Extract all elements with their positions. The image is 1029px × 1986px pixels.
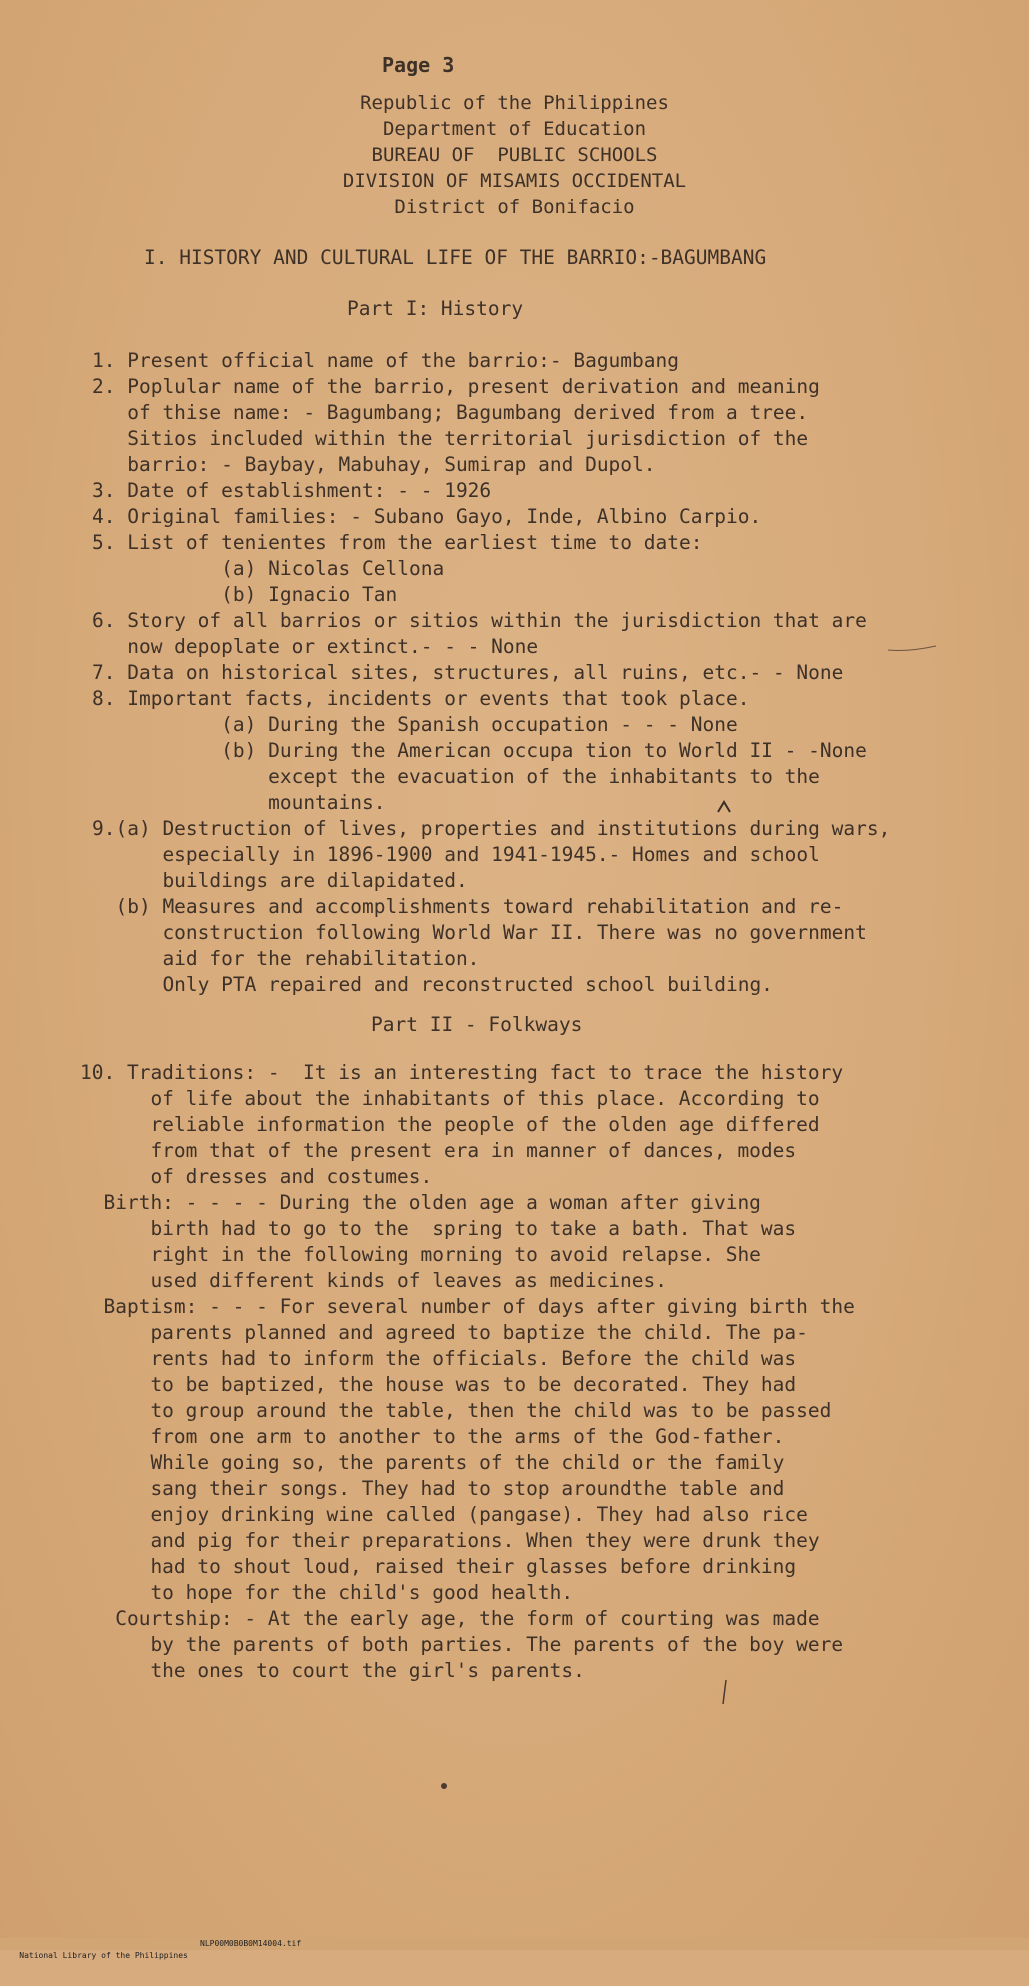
section-title: I. HISTORY AND CULTURAL LIFE OF THE BARRIO:-BAGUMBANG	[144, 246, 767, 269]
list-item: construction following World War II. There was no government	[92, 921, 867, 944]
list-item: 10. Traditions: - It is an interesting fact to trace the history	[80, 1061, 844, 1084]
list-item: had to shout loud, raised their glasses before drinking	[80, 1555, 797, 1578]
list-item: enjoy drinking wine called (pangase). They had also rice	[80, 1503, 808, 1526]
list-item: to hope for the child's good health.	[80, 1581, 574, 1604]
list-item: rents had to inform the officials. Before the child was	[80, 1347, 797, 1370]
footer-filename: NLP00M0B0B0M14004.tif	[200, 1939, 302, 1948]
header-line-2: Department of Education	[382, 118, 647, 140]
list-item: Baptism: - - - For several number of days after giving birth the	[80, 1295, 855, 1318]
list-item: Birth: - - - - During the olden age a woman after giving	[80, 1191, 761, 1214]
list-item: 2. Poplular name of the barrio, present derivation and meaning	[92, 375, 820, 398]
ink-dot	[441, 1783, 447, 1789]
list-item: parents planned and agreed to baptize the child. The pa-	[80, 1321, 808, 1344]
page-number: Page 3	[382, 53, 455, 77]
list-item: 4. Original families: - Subano Gayo, Inde, Albino Carpio.	[92, 505, 762, 528]
list-item: and pig for their preparations. When they were drunk they	[80, 1529, 820, 1552]
list-item: birth had to go to the spring to take a bath. That was	[80, 1217, 797, 1240]
list-item: buildings are dilapidated.	[92, 869, 468, 892]
list-item: now depoplate or extinct.- - - None	[92, 635, 539, 658]
list-item: barrio: - Baybay, Mabuhay, Sumirap and Dupol.	[92, 453, 656, 476]
list-item: mountains.	[92, 791, 386, 814]
list-item: (a) Nicolas Cellona	[92, 557, 445, 580]
list-item: Only PTA repaired and reconstructed school building.	[92, 973, 773, 996]
list-item: especially in 1896-1900 and 1941-1945.- Homes and school	[92, 843, 820, 866]
list-item: Courtship: - At the early age, the form of courting was made	[80, 1607, 820, 1630]
scan-footer	[0, 1938, 1029, 1960]
list-item: 5. List of tenientes from the earliest time to date:	[92, 531, 703, 554]
list-item: 9.(a) Destruction of lives, properties and institutions during wars,	[92, 817, 891, 840]
footer-library: National Library of the Philippines	[19, 1951, 188, 1960]
list-item: to be baptized, the house was to be decorated. They had	[80, 1373, 797, 1396]
list-item: (b) During the American occupa tion to World II - -None	[92, 739, 867, 762]
caret-mark	[718, 802, 730, 812]
pen-stroke	[888, 646, 936, 651]
list-item: (b) Measures and accomplishments toward rehabilitation and re-	[92, 895, 844, 918]
list-item: aid for the rehabilitation.	[92, 947, 480, 970]
list-item: of life about the inhabitants of this place. According to	[80, 1087, 820, 1110]
list-item: from that of the present era in manner of dances, modes	[80, 1139, 797, 1162]
pen-stroke	[723, 1680, 726, 1704]
list-item: of dresses and costumes.	[80, 1165, 433, 1188]
list-item: 3. Date of establishment: - - 1926	[92, 479, 492, 502]
list-item: from one arm to another to the arms of the God-father.	[80, 1425, 785, 1448]
header-line-4: DIVISION OF MISAMIS OCCIDENTAL	[342, 170, 687, 192]
part2-title: Part II - Folkways	[371, 1013, 583, 1036]
list-item: 8. Important facts, incidents or events that took place.	[92, 687, 750, 710]
list-item: sang their songs. They had to stop aroundthe table and	[80, 1477, 785, 1500]
list-item: While going so, the parents of the child or the family	[80, 1451, 785, 1474]
list-item: by the parents of both parties. The parents of the boy were	[80, 1633, 844, 1656]
list-item: reliable information the people of the olden age differed	[80, 1113, 820, 1136]
list-item: (b) Ignacio Tan	[92, 583, 398, 606]
list-item: Sitios included within the territorial jurisdiction of the	[92, 427, 809, 450]
list-item: right in the following morning to avoid relapse. She	[80, 1243, 761, 1266]
header-line-1: Republic of the Philippines	[360, 92, 669, 114]
header-line-5: District of Bonifacio	[394, 196, 635, 218]
list-item: used different kinds of leaves as medicines.	[80, 1269, 667, 1292]
list-item: (a) During the Spanish occupation - - - None	[92, 713, 738, 736]
list-item: 7. Data on historical sites, structures, all ruins, etc.- - None	[92, 661, 844, 684]
list-item: to group around the table, then the child was to be passed	[80, 1399, 832, 1422]
list-item: the ones to court the girl's parents.	[80, 1659, 585, 1682]
list-item: 1. Present official name of the barrio:- Bagumbang	[92, 349, 679, 372]
part1-title: Part I: History	[347, 297, 524, 320]
header-line-3: BUREAU OF PUBLIC SCHOOLS	[371, 144, 658, 166]
list-item: except the evacuation of the inhabitants to the	[92, 765, 820, 788]
list-item: of thise name: - Bagumbang; Bagumbang derived from a tree.	[92, 401, 809, 424]
list-item: 6. Story of all barrios or sitios within the jurisdiction that are	[92, 609, 867, 632]
